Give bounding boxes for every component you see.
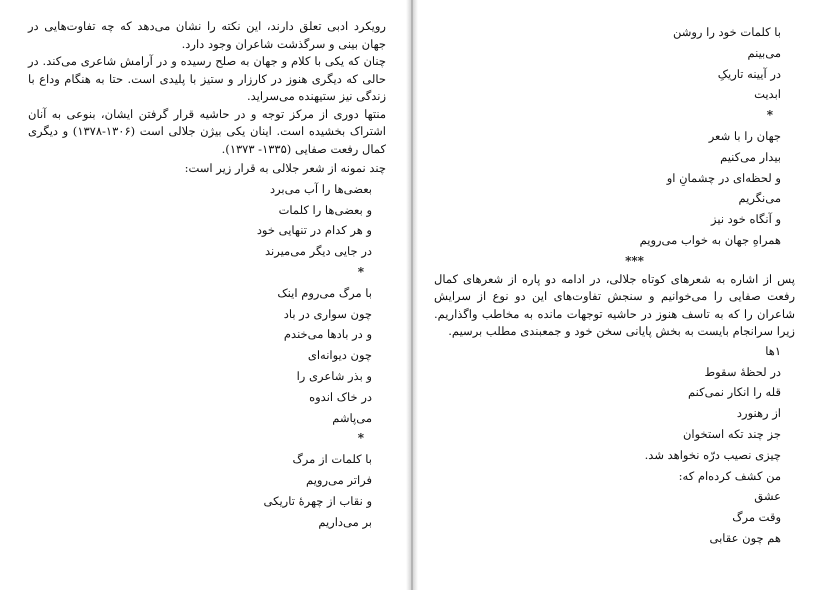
poem-line: هم چون عقابی [709,530,781,545]
poem-line: با مرگ می‌روم اینک [277,285,372,300]
poem-separator: * [766,108,773,123]
poem-2 [28,283,386,429]
book-gutter [406,0,418,590]
intro-paragraph-3: منتها دوری از مرکز توجه و در حاشیه قرار گرفتن ایشان، بنوعی به آنان اشتراک بخشیده است. اینان یکی بیژن جلالی است (۱۳۰۶-۱۳۷۸) و دیگری کمال رفعت صفایی (۱۳۳۵- ۱۳۷۳). [28,106,387,156]
poem-line: وقت مرگ [732,510,781,525]
poem-line: با کلمات خود را روشن [672,25,781,39]
poem-line: بر می‌داریم [318,514,372,529]
left-page [0,0,406,590]
poem-line: قله را انکار نمی‌کنم [687,385,781,400]
poem-line: همراهِ جهان به خواب می‌رویم [639,232,781,247]
poem-line: جز چند تکه استخوان [682,426,781,441]
poem-line: من کشف کرده‌ام که: [678,468,781,483]
poem-line: از رهنورد [736,406,781,421]
poem-line: و در بادها می‌خندم [283,327,372,342]
poem-line: می‌نگریم [738,191,781,206]
poem-line: می‌بینم [747,45,781,60]
poem-line: در جایی دیگر می‌میرند [264,244,372,259]
poem-line: عشق [754,489,781,504]
poem-line: و هر کدام در تنهایی خود [256,223,372,238]
poem-line: و لحظه‌ای در چشمانِ او [666,170,781,185]
poem-line: و بذر شاعری را [296,368,372,383]
body-paragraph: پس از اشاره به شعرهای کوتاه جلالی، در ادامه دو پاره از شعرهای کمال رفعت صفایی را می‌خوانیم و سنجش تفاوت‌های این دو نوع از سرایش شاعران را که به تاسف هنوز در حاشیه توجهات مانده به مخاطب وا‌گذاریم. زیرا سرانجام بایست به بخش پایانی سخن خود و جمعبندی مطلب برسیم. [434,271,795,339]
poem-5 [434,341,795,549]
poem-separator: * [357,431,364,446]
poem-line: در لحظهٔ سقوط [704,364,781,379]
intro-paragraph-1: رویکرد ادبی تعلق دارند، این نکته را نشان می‌دهد که چه تفاوت‌هایی در جهان بینی و سرگذشت شاعران وجود دارد. [28,19,386,51]
poem-4b [434,126,795,251]
sample-intro-block [28,158,386,179]
poem-line: بیدار می‌کنیم [720,149,781,164]
poem-line: و آنگاه خود نیز [711,212,781,227]
poem-3 [28,449,386,532]
sample-intro: چند نمونه از شعر جلالی به قرار زیر است: [184,161,386,175]
poem-line: با کلمات از مرگ [292,452,372,467]
poem-line: چیزی نصیب درّه نخواهد شد. [644,447,781,462]
poem-4a [434,22,795,105]
poem-separator: * [357,264,364,279]
poem-1 [28,179,386,262]
poem-line: چون دیوانه‌ای [307,348,372,363]
poem-line: فراتر می‌رویم [306,472,372,487]
poem-line: در آیینه تاریکِ [717,66,781,81]
poem-line: ابدیت [754,87,781,102]
poem-line: بعضی‌ها را آب می‌برد [269,181,372,196]
right-page [418,0,815,590]
poem-line: چون سواری در باد [283,306,372,321]
footnote-mark: ۱ها [765,343,781,358]
poem-line: و بعضی‌ها را کلمات [278,202,372,217]
poem-line: و نقاب از چهرهٔ تاریکی [263,493,372,508]
poem-line: می‌پاشم [332,410,372,425]
intro-paragraph-2: چنان که یکی با کلام و جهان به صلح رسیده و در آرامش شاعری می‌کند. در حالی که دیگری هنوز در کارزار و ستیز با پلیدی است. حتا به هنگام وداع با زندگی نیز ستیهنده می‌سراید. [28,54,386,103]
poem-line: جهان را با شعر [708,128,781,143]
section-separator: *** [625,253,644,268]
poem-line: در خاک اندوه [309,389,372,404]
